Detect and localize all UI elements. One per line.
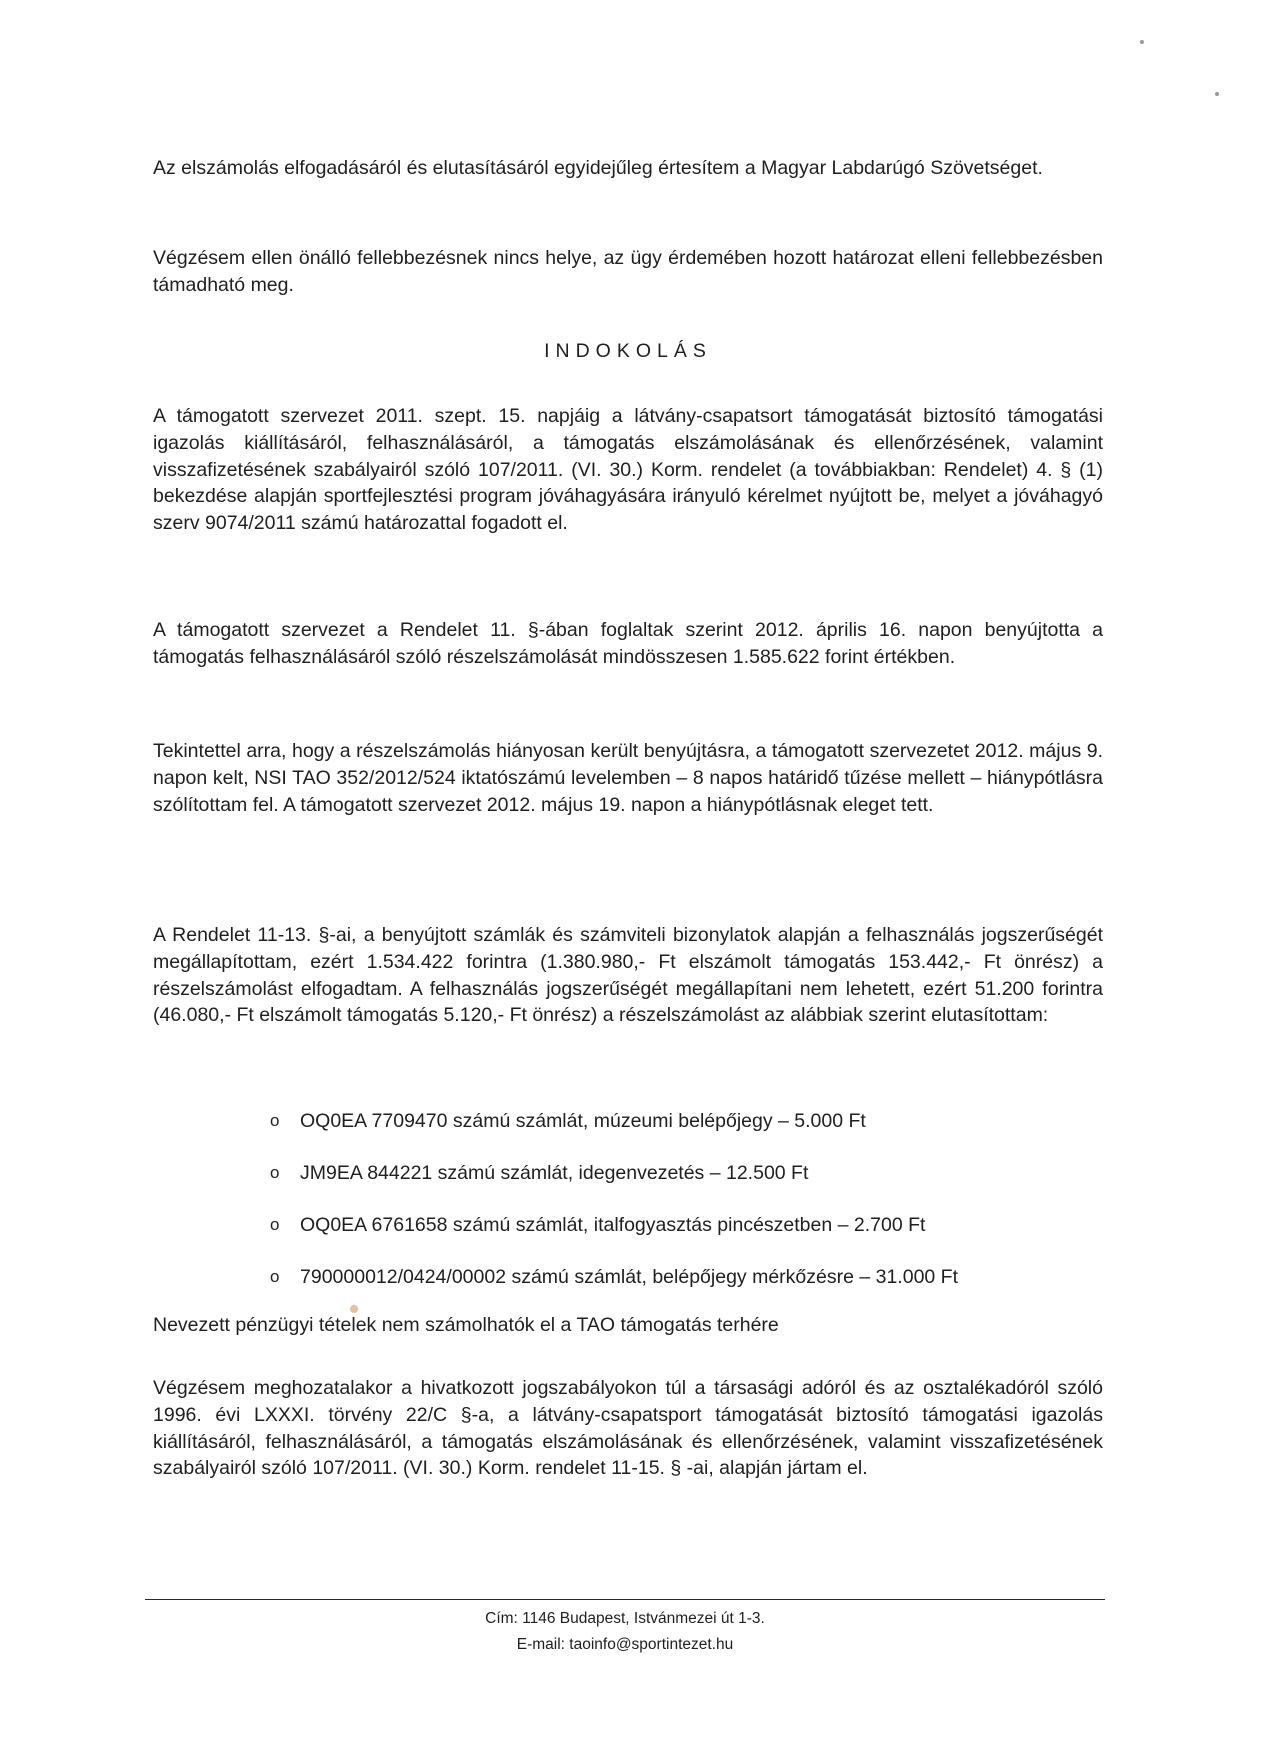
paragraph-legal-basis: Végzésem meghozatalakor a hivatkozott jogszabályokon túl a társasági adóról és az osztalékadóról szóló 1996. évi LXXXI. törvény 22/C §-a, a látvány-csapatsport támogatását biztosító támogatási igazolás kiállításáról, felhasználásáról, a támogatás elszámolásának és ellenőrzésének, valamint visszafizetésének szabályairól szóló 107/2011. (VI. 30.) Korm. rendelet 11-15. § -ai, alapján jártam el. xyxy=(153,1377,1103,1480)
bullet-marker: o xyxy=(270,1215,280,1234)
paragraph-submission: A támogatott szervezet a Rendelet 11. §-ában foglaltak szerint 2012. április 16. napon benyújtotta a támogatás felhasználásáról szóló részelszámolását mindösszesen 1.585.622 forint értékben. xyxy=(153,619,1103,668)
rejected-items-list xyxy=(270,1108,1070,1316)
section-heading: INDOKOLÁS xyxy=(544,340,712,362)
list-item-text: OQ0EA 6761658 számú számlát, italfogyasztás pincészetben – 2.700 Ft xyxy=(300,1214,926,1236)
list-item xyxy=(270,1108,1070,1160)
footer-address: Cím: 1146 Budapest, Istvánmezei út 1-3. xyxy=(485,1610,765,1627)
bullet-marker: o xyxy=(270,1111,280,1130)
bullet-marker: o xyxy=(270,1267,280,1286)
footer-divider xyxy=(145,1599,1105,1600)
scan-speck xyxy=(1140,40,1144,44)
paragraph-appeal: Végzésem ellen önálló fellebbezésnek nincs helye, az ügy érdemében hozott határozat elleni fellebbezésben támadható meg. xyxy=(153,247,1103,296)
footer-email: E-mail: taoinfo@sportintezet.hu xyxy=(516,1636,734,1653)
bullet-marker: o xyxy=(270,1163,280,1182)
list-item xyxy=(270,1212,1070,1264)
list-item xyxy=(270,1264,1070,1316)
paragraph-decision: A Rendelet 11-13. §-ai, a benyújtott számlák és számviteli bizonylatok alapján a felhasználás jogszerűségét megállapítottam, ezért 1.534.422 forintra (1.380.980,- Ft elszámolt támogatás 153.442,- Ft önrész) a részelszámolást elfogadtam. A felhasználás jogszerűségét megállapítani nem lehetett, ezért 51.200 forintra (46.080,- Ft elszámolt támogatás 5.120,- Ft önrész) a részelszámolást az alábbiak szerint elutasítottam: xyxy=(153,924,1103,1027)
list-item-text: JM9EA 844221 számú számlát, idegenvezetés – 12.500 Ft xyxy=(300,1162,809,1184)
paragraph-background: A támogatott szervezet 2011. szept. 15. napjáig a látvány-csapatsort támogatását biztosító támogatási igazolás kiállításáról, felhasználásáról, a támogatás elszámolásának és ellenőrzésének, valamint visszafizetésének szabályairól szóló 107/2011. (VI. 30.) Korm. rendelet (a továbbiakban: Rendelet) 4. § (1) bekezdése alapján sportfejlesztési program jóváhagyására irányuló kérelmet nyújtott be, melyet a jóváhagyó szerv 9074/2011 számú határozattal fogadott el. xyxy=(153,405,1103,535)
paragraph-notification: Az elszámolás elfogadásáról és elutasításáról egyidejűleg értesítem a Magyar Labdarúgó Szövetséget. xyxy=(153,157,1043,179)
list-item xyxy=(270,1160,1070,1212)
list-item-text: 790000012/0424/00002 számú számlát, belépőjegy mérkőzésre – 31.000 Ft xyxy=(300,1266,959,1288)
paragraph-conclusion: Nevezett pénzügyi tételek nem számolhatók el a TAO támogatás terhére xyxy=(153,1314,779,1336)
paragraph-deficiency: Tekintettel arra, hogy a részelszámolás hiányosan került benyújtásra, a támogatott szervezetet 2012. május 9. napon kelt, NSI TAO 352/2012/524 iktatószámú levelemben – 8 napos határidő tűzése mellett – hiánypótlásra szólítottam fel. A támogatott szervezet 2012. május 19. napon a hiánypótlásnak eleget tett. xyxy=(153,740,1103,816)
list-item-text: OQ0EA 7709470 számú számlát, múzeumi belépőjegy – 5.000 Ft xyxy=(300,1110,866,1132)
scan-speck xyxy=(1215,92,1219,96)
